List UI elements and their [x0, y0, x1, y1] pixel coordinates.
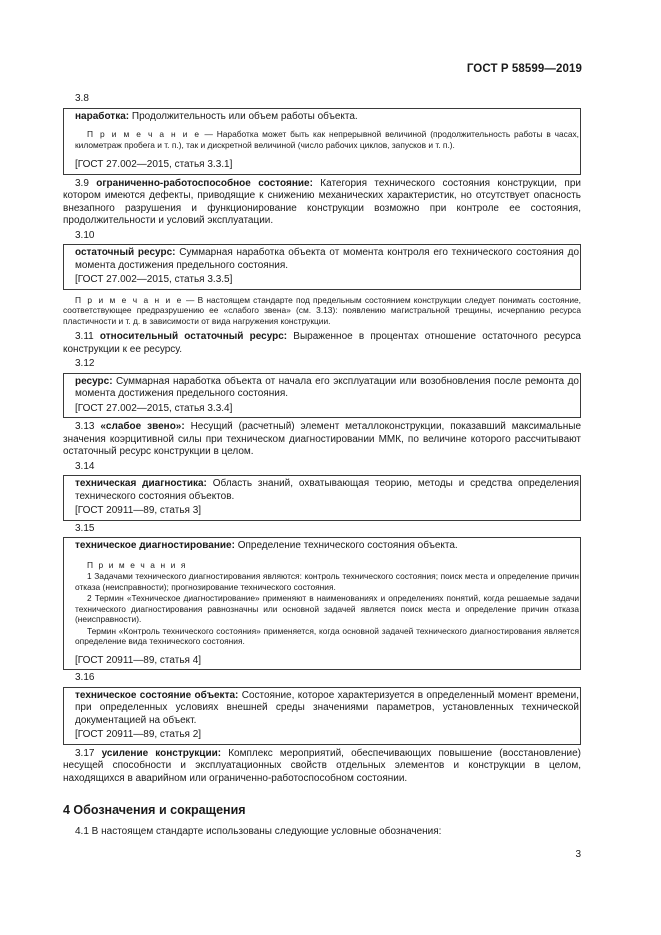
- section-intro: 4.1 В настоящем стандарте использованы следующие условные обозначения:: [75, 826, 442, 837]
- term-definition: Суммарная наработка объекта от начала его эксплуатации или возобновления после ремонта до момента достижения предельного состояния.: [75, 375, 579, 399]
- term-definition: Категория технического состояния конструкции, при котором имеются дефекты, приводящие к снижению механических характеристик, но отсутствует опасность внезапного разрушения и функционирование конструкции возможно при контроле ее состояния, продолжительности и условий эксплуатации.: [63, 177, 581, 226]
- term-source: [ГОСТ 27.002—2015, статья 3.3.5]: [75, 274, 233, 285]
- page-number: 3: [575, 849, 581, 860]
- note-text: — Наработка может быть как непрерывной величиной (продолжительность работы в часах, километраж пробега и т. п.), так и дискретной величиной (число рабочих циклов, запусков и т. п.).: [75, 129, 579, 150]
- term-paragraph-3-9: [63, 178, 581, 228]
- term-name: ограниченно-работоспособное состояние:: [96, 177, 313, 189]
- term-number: 3.16: [75, 672, 95, 683]
- term-definition: Область знаний, охватывающая теорию, методы и средства определения технического состояния объектов.: [75, 478, 580, 502]
- term-paragraph-3-17: [63, 748, 581, 786]
- term-box-3-10: [63, 244, 581, 290]
- term-number: 3.14: [75, 460, 95, 472]
- term-paragraph-3-11: [63, 331, 581, 356]
- term-name: ресурс:: [75, 375, 113, 387]
- note-3: Термин «Контроль технического состояния» применяется, когда основной задачей технического диагностирования является определение вида технического состояния.: [75, 625, 579, 646]
- term-name: техническое диагностирование:: [75, 540, 235, 551]
- term-definition: Суммарная наработка объекта от момента контроля его технического состояния до момента достижения предельного состояния.: [75, 247, 579, 271]
- term-name: наработка:: [75, 110, 130, 122]
- term-name: техническое состояние объекта:: [75, 689, 239, 701]
- term-name: усиление конструкции:: [101, 747, 222, 759]
- term-number: 3.17: [75, 747, 95, 759]
- term-box-3-8: [63, 108, 581, 175]
- term-source: [ГОСТ 27.002—2015, статья 3.3.4]: [75, 402, 233, 414]
- note-3-10: [63, 295, 581, 327]
- term-definition: Состояние, которое характеризуется в определенный момент времени, при определенных условиях внешней среды значениями параметров, установленных технической документацией на объект.: [75, 689, 579, 726]
- note-2: 2 Термин «Техническое диагностирование» применяют в наименованиях и определениях понятий, когда решаемые задачи технического диагностирования равнозначны или основной задачей является поиск места и определение причин отказа (неисправности).: [75, 593, 579, 624]
- term-number: 3.11: [75, 331, 94, 342]
- note-label: П р и м е ч а н и е: [75, 294, 183, 305]
- note-text: — В настоящем стандарте под предельным состоянием конструкции следует понимать состояние, соответствующее предразрушению ее «слабого звена» (см. 3.13): появлению магистральной трещины, исчерпанию ресурса пластичности и т. д. в зависимости от вида нагружения конструкции.: [63, 294, 581, 326]
- term-number: 3.8: [75, 93, 89, 104]
- term-name: остаточный ресурс:: [75, 247, 176, 258]
- term-number: 3.12: [75, 358, 95, 369]
- term-box-3-16: [63, 687, 581, 745]
- document-header: ГОСТ Р 58599—2019: [466, 63, 582, 75]
- term-source: [ГОСТ 20911—89, статья 2]: [75, 729, 202, 740]
- note-1: 1 Задачами технического диагностирования являются: контроль технического состояния; поиск места и определение причин отказа (неисправности); прогнозирование технического состояния.: [75, 571, 579, 592]
- term-name: техническая диагностика:: [75, 478, 207, 489]
- term-box-3-14: [63, 475, 581, 521]
- term-number: 3.9: [75, 177, 89, 189]
- term-number: 3.15: [75, 522, 95, 534]
- term-source: [ГОСТ 27.002—2015, статья 3.3.1]: [75, 159, 233, 170]
- page-content: [63, 91, 581, 839]
- term-definition: Несущий (расчетный) элемент металлоконструкции, показавший максимальные значения коэрцитивной силы при техническом диагностировании ММК, по величине которого рассчитывают остаточный ресурс конструкции в целом.: [63, 421, 582, 457]
- term-number: 3.10: [75, 229, 95, 241]
- section-heading: 4 Обозначения и сокращения: [63, 803, 246, 817]
- term-definition: Выраженное в процентах отношение остаточного ресурса конструкции к ее ресурсу.: [63, 331, 581, 355]
- term-paragraph-3-13: [63, 421, 581, 459]
- term-source: [ГОСТ 20911—89, статья 4]: [75, 654, 202, 666]
- term-definition: Продолжительность или объем работы объекта.: [129, 110, 358, 122]
- term-definition: Комплекс мероприятий, обеспечивающих повышение (восстановление) несущей способности и эксплуатационных свойств отдельных элементов и конструкции в целом, находящихся в аварийном или ограниченно-работоспособном состоянии.: [63, 747, 581, 784]
- term-box-3-15: [63, 537, 581, 670]
- note-label: П р и м е ч а н и е: [87, 129, 201, 139]
- term-name: «слабое звено»:: [100, 421, 185, 432]
- term-box-3-12: [63, 373, 581, 419]
- term-number: 3.13: [75, 421, 95, 432]
- term-name: относительный остаточный ресурс:: [99, 331, 288, 342]
- term-definition: Определение технического состояния объекта.: [234, 540, 458, 551]
- notes-label: П р и м е ч а н и я: [87, 559, 187, 570]
- term-source: [ГОСТ 20911—89, статья 3]: [75, 505, 202, 516]
